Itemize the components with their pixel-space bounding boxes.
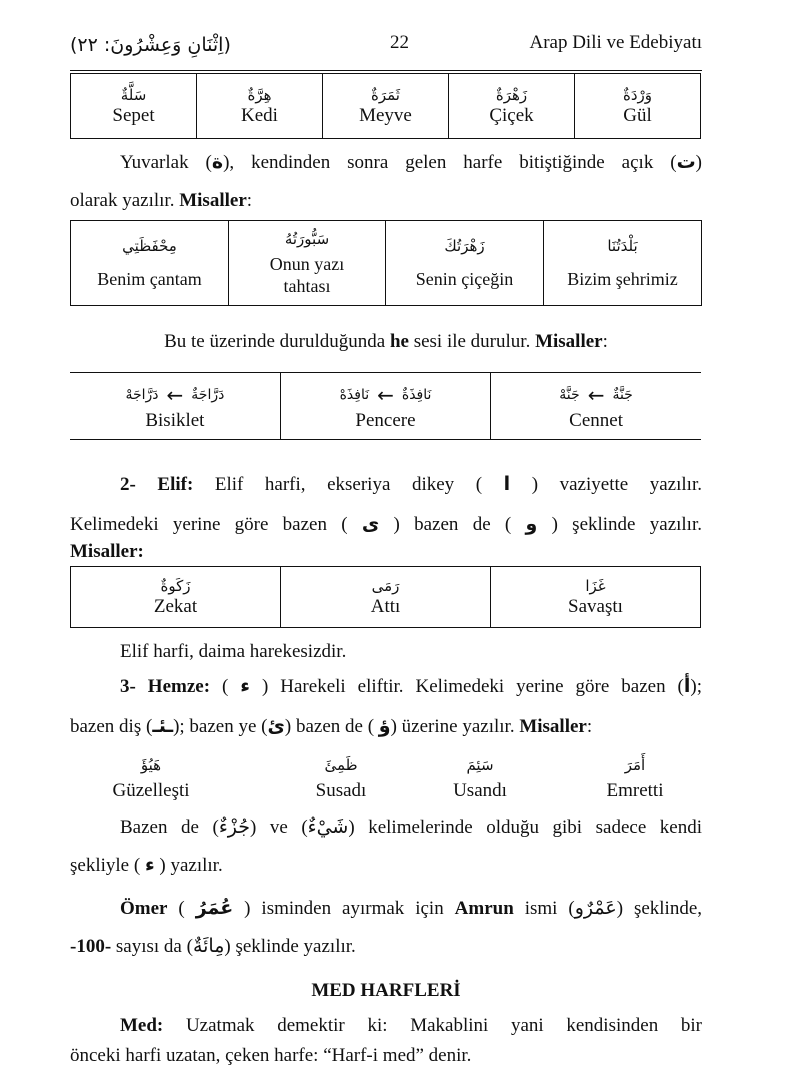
paragraph-elif-note: Elif harfi, daima harekesizdir. (120, 641, 347, 662)
paragraph-med (70, 1014, 702, 1038)
arabic-word: دَرَّاجَهْ (125, 387, 159, 403)
arabic-letter: ى (361, 513, 380, 535)
turkish-word: Bisiklet (145, 410, 205, 431)
table-cell (71, 74, 197, 139)
turkish-word: Güzelleşti (112, 780, 190, 801)
bold-term: Med: (120, 1015, 164, 1036)
paragraph-amrun (70, 896, 702, 921)
table-cell (386, 221, 544, 306)
text-run: ) şeklinde yazılır. (224, 936, 356, 957)
table-cell (449, 74, 575, 139)
text-run: ) yazılır. (154, 855, 223, 876)
bold-term: he (389, 331, 409, 352)
table-cell (71, 567, 281, 628)
turkish-word: Emretti (606, 780, 664, 801)
arabic-word: جَنَّهْ (559, 387, 580, 403)
arabic-word: هَيُؤَ (140, 756, 162, 774)
text-run: ) bazen de ( (379, 514, 526, 535)
table-cell (491, 567, 701, 628)
example-item (570, 752, 700, 804)
hemze-examples (70, 752, 702, 808)
turkish-word: Attı (370, 596, 401, 617)
text-run: : (586, 716, 593, 737)
page-header (70, 28, 702, 68)
paragraph-elif (70, 472, 702, 497)
arabic-word: ظَمِئَ (324, 756, 358, 774)
arabic-word: زَهْرَتُكَ (444, 237, 485, 255)
arabic-word: وَرْدَةٌ (622, 86, 653, 104)
paragraph-hemze (70, 674, 702, 699)
text-run: Kelimedeki yerine göre bazen ( (70, 514, 362, 535)
arabic-letter: ا (503, 473, 511, 495)
text-run: ) şeklinde, (616, 898, 703, 919)
text-run: ) (695, 152, 702, 173)
arabic-letter: و (525, 513, 538, 535)
paragraph-line (70, 714, 702, 739)
bold-label: Misaller (519, 716, 587, 737)
arabic-letter: ة (211, 151, 224, 173)
bold-term: -100- (70, 936, 112, 957)
arrow-left-icon: ← (587, 383, 605, 407)
text-run: şekliyle ( (70, 855, 145, 876)
text-run: olarak yazılır. (70, 190, 180, 211)
text-run: Bu te üzerinde durulduğunda (164, 331, 390, 352)
table-cell (323, 74, 449, 139)
section-heading: MED HARFLERİ (311, 980, 461, 1001)
book-title: Arap Dili ve Edebiyatı (529, 32, 702, 53)
arabic-word: جَنَّةٌ (612, 387, 633, 403)
text-run: sesi ile durulur. (408, 331, 536, 352)
arabic-letter: ء (240, 675, 251, 697)
text-run: ismi ( (513, 898, 575, 919)
paragraph-line (70, 934, 702, 959)
text-run: ( (167, 898, 196, 919)
table-cell (70, 373, 280, 440)
text-run: ) üzerine yazılır. (390, 716, 520, 737)
arabic-word: زَكَوةٌ (160, 577, 191, 595)
bold-term: Ömer (120, 898, 168, 919)
page-number-arabic: (اِثْنَانِ وَعِشْرُونَ: ٢٢) (70, 34, 231, 56)
paragraph-hemze-alone (70, 815, 702, 840)
turkish-word: Sepet (112, 105, 155, 126)
examples-table-4 (70, 566, 701, 628)
turkish-word: Benim çantam (97, 269, 202, 289)
arabic-word: هِرَّةٌ (247, 86, 272, 104)
arabic-word: ثَمَرَةٌ (371, 86, 400, 104)
turkish-word: Zekat (153, 596, 198, 617)
text-run: ) isminden ayırmak için (233, 898, 455, 919)
paragraph-ta-marbuta (70, 150, 702, 175)
turkish-word: Kedi (241, 105, 278, 126)
arabic-word: أَمَرَ (624, 756, 646, 774)
arabic-letter: أ (683, 675, 691, 697)
arabic-word: غَزَا (585, 577, 606, 595)
table-cell (71, 221, 229, 306)
text-run: ( (210, 676, 241, 697)
arabic-word: سَئِمَ (466, 756, 494, 774)
table-cell (197, 74, 323, 139)
paragraph-line (70, 540, 702, 564)
arabic-letter: ؤ (378, 715, 391, 737)
header-divider (70, 70, 702, 71)
arabic-word: دَرَّاجَةٌ (191, 387, 225, 403)
example-item (415, 752, 545, 804)
arabic-letter: ء (144, 854, 155, 876)
turkish-word: Cennet (569, 410, 623, 431)
bold-label: 3- Hemze: (120, 676, 211, 697)
text-run: Bazen de ( (120, 817, 219, 838)
text-run: ) vaziyette yazılır. (510, 474, 702, 495)
turkish-word: Usandı (453, 780, 507, 801)
arabic-word: زَهْرَةٌ (495, 86, 528, 104)
text-run: sayısı da ( (111, 936, 193, 957)
example-item (86, 752, 216, 804)
text-run: : (246, 190, 253, 211)
arabic-letter: ـئـ (152, 715, 174, 737)
text-run: ); (690, 676, 702, 697)
turkish-word: Senin çiçeğin (415, 269, 514, 289)
arabic-letter: ت (676, 151, 696, 173)
examples-table-3 (70, 372, 701, 440)
turkish-word: Gül (623, 105, 652, 126)
arabic-word: رَمَى (371, 577, 400, 595)
paragraph-line (70, 853, 702, 878)
text-run: bazen diş ( (70, 716, 153, 737)
arabic-word: جُزْءٌ (218, 816, 250, 838)
turkish-word: Çiçek (489, 105, 534, 126)
arabic-letter: ئ (267, 715, 285, 737)
turkish-word: Bizim şehrimiz (567, 269, 678, 289)
table-cell (491, 373, 701, 440)
bold-label: Misaller (179, 190, 247, 211)
arrow-left-icon: ← (377, 383, 394, 407)
turkish-word: Onun yazı tahtası (269, 254, 345, 296)
text-run: Elif harfi, ekseriya dikey ( (193, 474, 504, 495)
turkish-word: Savaştı (568, 596, 623, 617)
text-run: Yuvarlak ( (120, 152, 212, 173)
text-run: ) ve ( (249, 817, 308, 838)
arabic-word: بَلْدَتُنَا (607, 237, 638, 255)
turkish-word: Susadı (315, 780, 367, 801)
arrow-left-icon: ← (166, 383, 184, 407)
text-run: ) Harekeli eliftir. Kelimedeki yerine göre bazen ( (250, 676, 684, 697)
text-run: ) kelimelerinde olduğu gibi sadece kendi (348, 817, 702, 838)
arabic-word: نَافِذَهْ (339, 387, 370, 403)
paragraph-line: önceki harfi uzatan, çeken harfe: “Harf-i med” denir. (70, 1045, 472, 1066)
paragraph-pause-rule (70, 330, 702, 354)
paragraph-line (70, 512, 702, 537)
page-number: 22 (390, 32, 409, 53)
examples-table-1 (70, 73, 701, 139)
arabic-word: مِحْفَظَتِي (122, 237, 177, 255)
bold-label: Misaller: (70, 541, 144, 562)
arabic-word: عَمْرٌو (574, 897, 617, 919)
arabic-word: نَافِذَةٌ (401, 387, 432, 403)
example-item (276, 752, 406, 804)
text-run: ); bazen ye ( (173, 716, 268, 737)
text-run: ) şeklinde yazılır. (537, 514, 702, 535)
text-run: : (602, 331, 608, 352)
bold-label: 2- Elif: (120, 474, 194, 495)
table-cell (544, 221, 702, 306)
text-run: Uzatmak demektir ki: Makablini yani kendisinden bir (163, 1015, 702, 1036)
text-run: ) bazen de ( (284, 716, 379, 737)
table-cell (575, 74, 701, 139)
bold-label: Misaller (535, 331, 603, 352)
arabic-word: عُمَرُ (195, 897, 234, 919)
table-cell (229, 221, 386, 306)
table-cell (281, 567, 491, 628)
arabic-word: سَبُّورَتُهُ (284, 230, 330, 248)
turkish-word: Meyve (359, 105, 412, 126)
arabic-word: مِائَةٌ (192, 935, 225, 957)
table-cell (280, 373, 490, 440)
paragraph-line (70, 189, 702, 213)
bold-term: Amrun (454, 898, 514, 919)
arabic-word: شَيْءٌ (307, 816, 349, 838)
turkish-word: Pencere (355, 410, 416, 431)
examples-table-2 (70, 220, 702, 306)
arabic-word: سَلَّةٌ (120, 86, 147, 104)
text-run: ), kendinden sonra gelen harfe bitiştiğinde açık ( (223, 152, 677, 173)
